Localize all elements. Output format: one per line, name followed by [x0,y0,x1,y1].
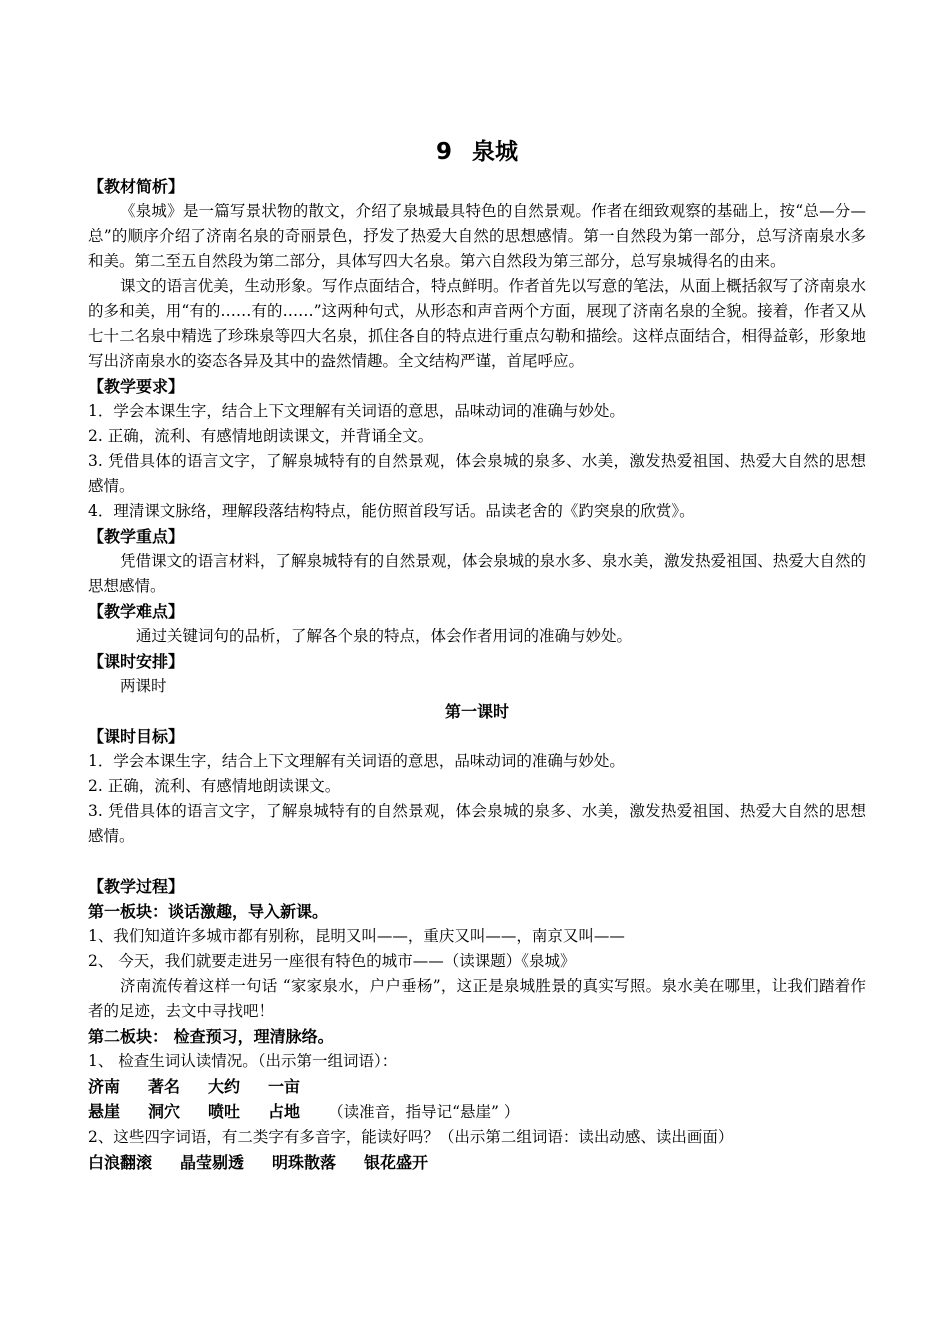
block2-heading: 第二板块： 检查预习，理清脉络。 [88,1027,334,1046]
vocab-word: 白浪翻滚 [88,1153,153,1172]
difficulty-heading: 【教学难点】 [88,602,185,621]
vocab-word: 银花盛开 [364,1153,429,1172]
goals-heading: 【课时目标】 [88,727,185,746]
vocab-word: 著名 [148,1077,181,1096]
analysis-heading: 【教材简析】 [88,177,185,196]
requirement-item: 1．学会本课生字，结合上下文理解有关词语的意思，品味动词的准确与妙处。 [88,402,625,420]
lesson1-title: 第一课时 [444,702,509,721]
word-note: （读准音，指导记“悬崖” ） [328,1103,520,1121]
vocab-word: 大约 [208,1077,241,1096]
document-page [88,132,866,1175]
goal-item: 1．学会本课生字，结合上下文理解有关词语的意思，品味动词的准确与妙处。 [88,752,625,770]
focus-text: 凭借课文的语言材料，了解泉城特有的自然景观，体会泉城的泉水多、泉水美，激发热爱祖国、热爱大自然的思想感情。 [88,552,866,595]
block1-line: 2、 今天，我们就要走进另一座很有特色的城市——（读课题）《泉城》 [88,952,576,970]
vocab-word: 喷吐 [208,1102,241,1121]
word-group-2 [88,1099,866,1125]
vocab-word: 悬崖 [88,1102,121,1121]
focus-heading: 【教学重点】 [88,527,185,546]
block2-line: 1、 检查生词认读情况。（出示第一组词语）： [88,1052,398,1070]
vocab-word: 晶莹剔透 [180,1153,245,1172]
process-heading: 【教学过程】 [88,877,185,896]
requirement-item: 2. 正确，流利、有感情地朗读课文，并背诵全文。 [88,427,434,445]
vocab-word: 济南 [88,1077,121,1096]
lesson-title: 泉城 [472,139,518,165]
vocab-word: 洞穴 [148,1102,181,1121]
block1-heading: 第一板块：谈话激趣，导入新课。 [88,902,329,921]
vocab-word: 一亩 [268,1077,301,1096]
spacer [88,849,866,874]
lesson-number: 9 [435,139,452,165]
difficulty-text: 通过关键词句的品析，了解各个泉的特点，体会作者用词的准确与妙处。 [136,627,633,645]
word-group-3 [88,1150,866,1175]
requirement-item: 3. 凭借具体的语言文字，了解泉城特有的自然景观，体会泉城的泉多、水美，激发热爱祖国、热爱大自然的思想感情。 [88,452,866,495]
requirement-item: 4．理清课文脉络，理解段落结构特点，能仿照首段写话。品读老舍的《趵突泉的欣赏》。 [88,502,695,520]
word-group-1 [88,1074,866,1099]
vocab-word: 占地 [268,1102,301,1121]
analysis-paragraph: 《泉城》是一篇写景状物的散文，介绍了泉城最具特色的自然景观。作者在细致观察的基础上，按“总—分—总”的顺序介绍了济南名泉的奇丽景色，抒发了热爱大自然的思想感情。第一自然段为第一部分，总写济南泉水多和美。第二至五自然段为第二部分，具体写四大名泉。第六自然段为第三部分，总写泉城得名的由来。 [88,202,866,270]
goal-item: 3. 凭借具体的语言文字，了解泉城特有的自然景观，体会泉城的泉多、水美，激发热爱祖国、热爱大自然的思想感情。 [88,802,866,845]
vocab-word: 明珠散落 [272,1153,337,1172]
schedule-heading: 【课时安排】 [88,652,185,671]
block1-line: 1、我们知道许多城市都有别称，昆明又叫——，重庆又叫——，南京又叫—— [88,927,625,945]
block2-line: 2、这些四字词语，有二类字有多音字，能读好吗？（出示第二组词语：读出动感、读出画面） [88,1128,734,1146]
page-title [88,132,866,172]
goal-item: 2. 正确，流利、有感情地朗读课文。 [88,777,341,795]
schedule-text: 两课时 [120,677,167,695]
analysis-paragraph: 课文的语言优美，生动形象。写作点面结合，特点鲜明。作者首先以写意的笔法，从面上概括叙写了济南泉水的多和美，用“有的……有的……”这两种句式，从形态和声音两个方面，展现了济南名泉的全貌。接着，作者又从七十二名泉中精选了珍珠泉等四大名泉，抓住各自的特点进行重点勾勒和描绘。这样点面结合，相得益彰，形象地写出济南泉水的姿态各异及其中的盎然情趣。全文结构严谨，首尾呼应。 [88,277,866,370]
block1-paragraph: 济南流传着这样一句话 “家家泉水，户户垂杨”，这正是泉城胜景的真实写照。泉水美在哪里，让我们踏着作者的足迹，去文中寻找吧！ [88,977,866,1020]
requirements-heading: 【教学要求】 [88,377,185,396]
